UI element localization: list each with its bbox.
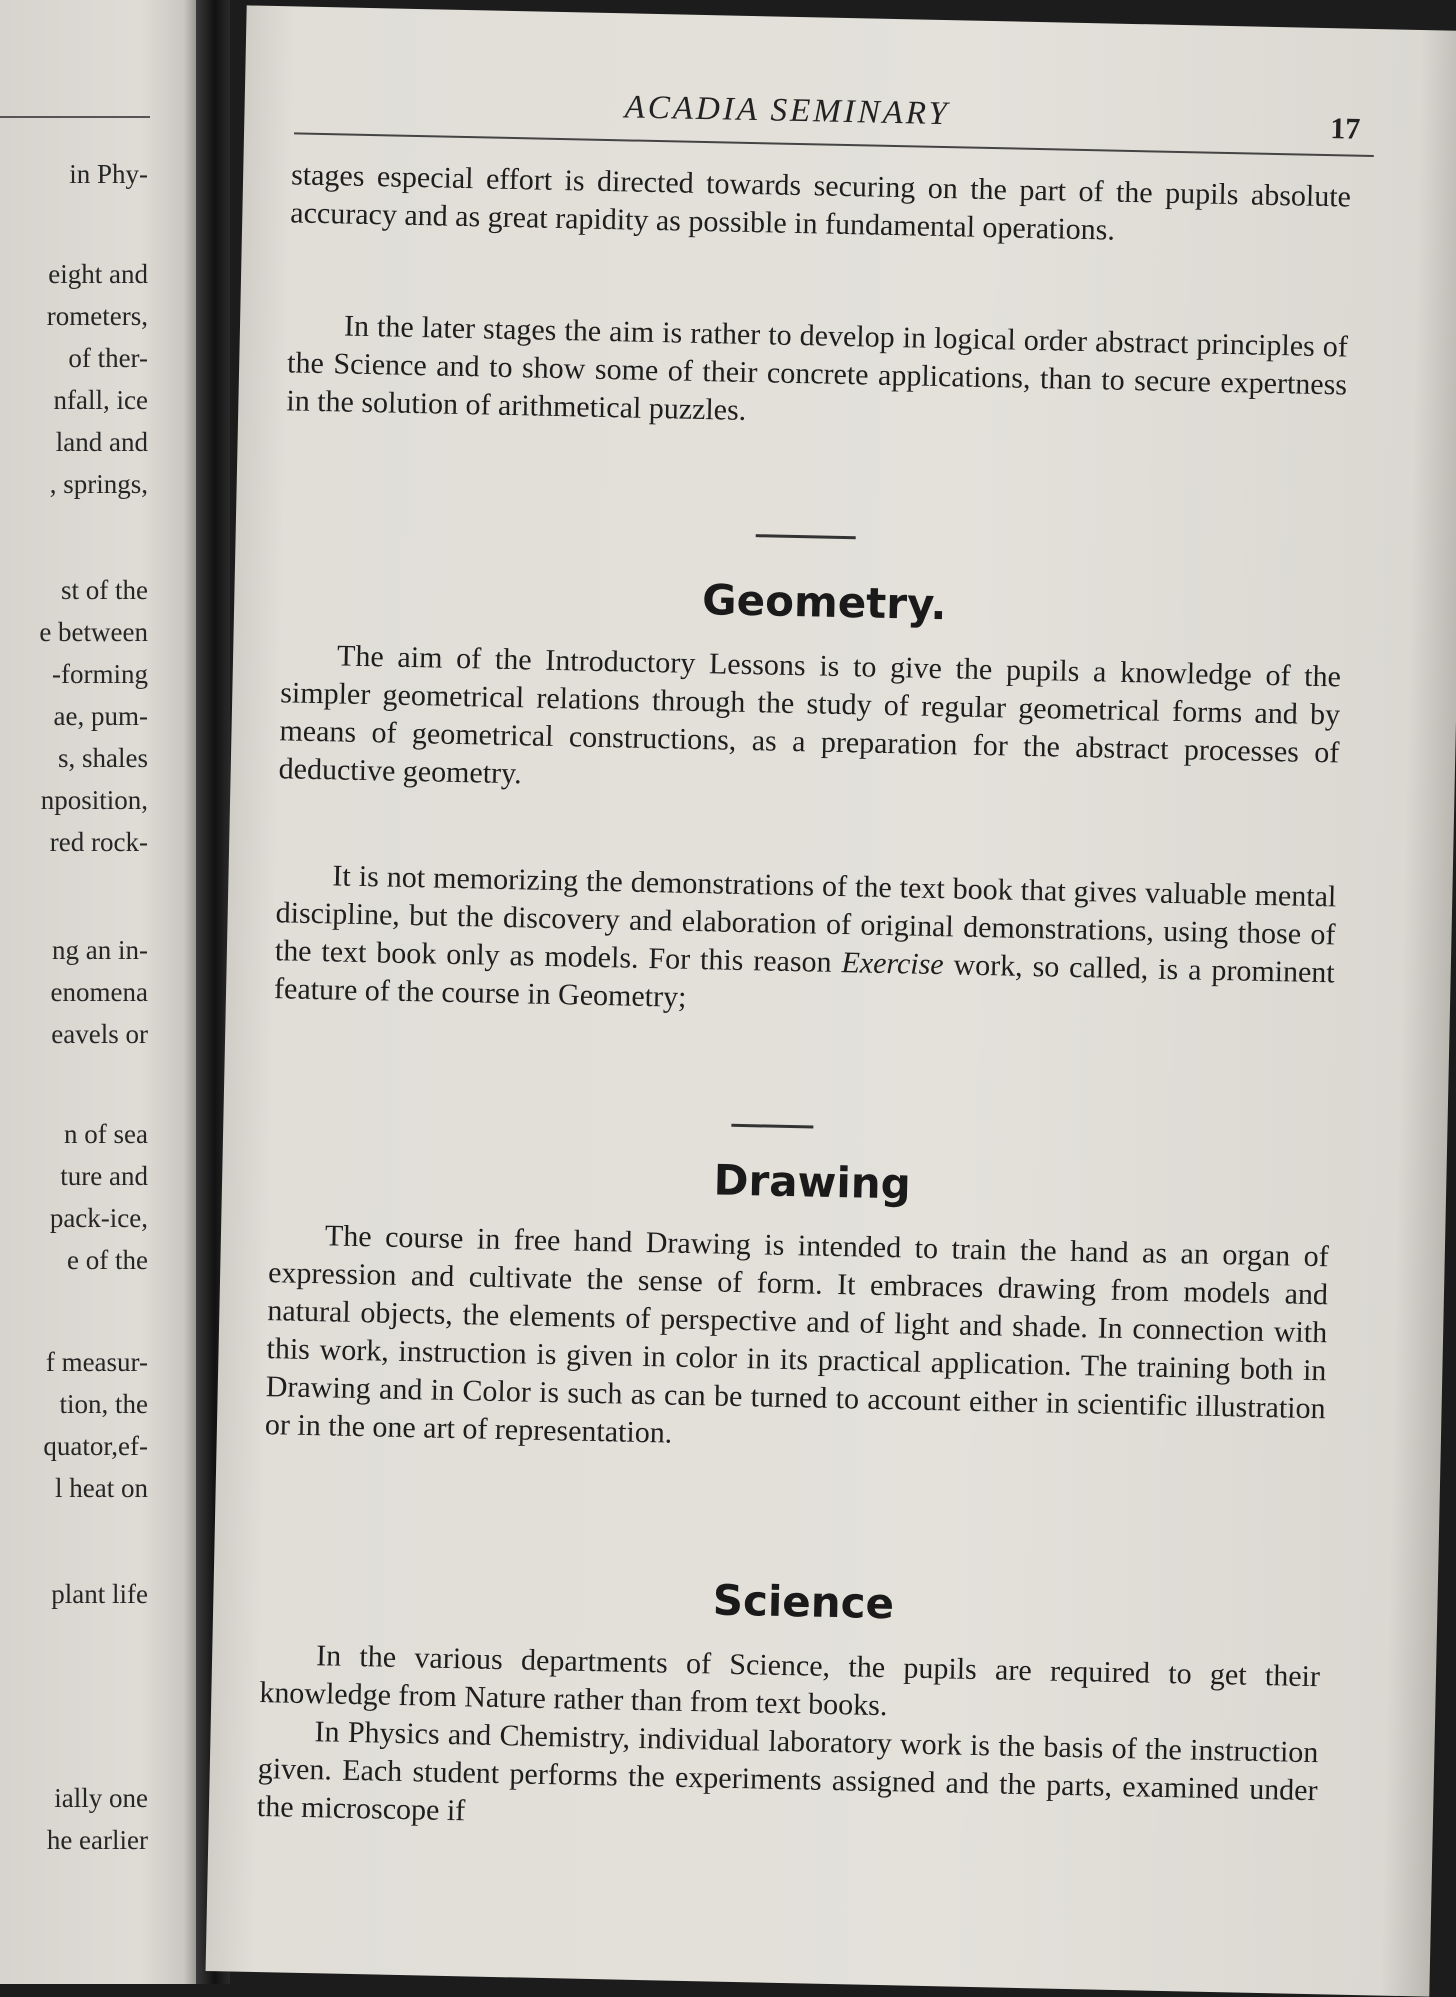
text-span: work, so called, is a prominent feature of the course in Geometry;: [273, 948, 1336, 1014]
facing-line: f measur-: [45, 1347, 148, 1377]
facing-line: ially one: [54, 1783, 148, 1813]
geometry-paragraph: The aim of the Introductory Lessons is to give the pupils a knowledge of the simpler geometrical relations through the study of regular geometrical forms and by means of geometrical constructions, as a preparation for the abstract processes of deductive geometry.: [278, 639, 1342, 791]
science-paragraph: In the various departments of Science, the pupils are required to get their knowledge from Nature rather than from text books.: [259, 1639, 1321, 1723]
page-number: 17: [1330, 112, 1361, 146]
section-heading-geometry: Geometry.: [701, 575, 948, 630]
facing-line: ae, pum-: [53, 701, 148, 731]
facing-page: [0, 0, 200, 1984]
facing-line: ng an in-: [52, 935, 148, 965]
facing-line: n of sea: [64, 1119, 148, 1149]
science-paragraph: In Physics and Chemistry, individual laboratory work is the basis of the instruction given. Each student performs the experiments assigned and the parts, examined under the microscope if: [256, 1715, 1319, 1828]
page: [206, 5, 1456, 1996]
facing-line: in Phy-: [69, 159, 148, 189]
facing-line: , springs,: [49, 469, 148, 499]
emphasis-text: Exercise: [841, 946, 945, 982]
running-head: ACADIA SEMINARY: [624, 89, 951, 133]
facing-line: st of the: [61, 575, 148, 605]
facing-line: tion, the: [59, 1389, 148, 1419]
facing-line: l heat on: [55, 1473, 148, 1503]
facing-line: red rock-: [49, 827, 148, 857]
facing-line: he earlier: [46, 1825, 148, 1855]
section-separator: [756, 534, 856, 539]
facing-line: nfall, ice: [53, 385, 148, 415]
facing-line: e between: [39, 617, 148, 647]
facing-line: eight and: [48, 259, 148, 289]
section-separator: [731, 1124, 813, 1129]
drawing-paragraph: The course in free hand Drawing is intended to train the hand as an organ of expression and cultivate the sense of form. It embraces drawing from models and natural objects, the elements of perspective and of light and shade. In connection with this work, instruction is given in color in its practical application. The training both in Drawing and in Color is such as can be turned to account either in scientific illustration or in the one art of representation.: [264, 1219, 1330, 1450]
header-rule: [294, 132, 1374, 157]
facing-line: e of the: [67, 1245, 148, 1275]
facing-line: eavels or: [51, 1019, 148, 1049]
facing-page-rule: [0, 116, 150, 118]
text-span: It is not memorizing the demonstrations of the text book that gives valuable mental discipline, but the discovery and elaboration of original demonstrations, using those of the text book only as models. For this reason: [274, 859, 1337, 980]
section-heading-science: Science: [712, 1575, 895, 1629]
facing-line: of ther-: [68, 343, 148, 373]
facing-line: -forming: [52, 659, 148, 689]
geometry-paragraph: [274, 856, 1337, 1030]
facing-line: plant life: [51, 1579, 148, 1609]
facing-line: quator,ef-: [43, 1431, 148, 1461]
arithmetic-paragraph: In the later stages the aim is rather to develop in logical order abstract principles of the Science and to show some of their concrete applications, than to secure expertness in the solution of arithmetical puzzles.: [286, 309, 1349, 427]
facing-line: enomena: [50, 977, 148, 1007]
facing-line: ture and: [60, 1161, 148, 1191]
facing-line: rometers,: [46, 301, 148, 331]
facing-line: nposition,: [40, 785, 148, 815]
arithmetic-paragraph: stages especial effort is directed towards securing on the part of the pupils absolute accuracy and as great rapidity as possible in fundamental operations.: [290, 158, 1352, 247]
facing-line: s, shales: [58, 743, 148, 773]
facing-line: pack-ice,: [49, 1203, 148, 1233]
section-heading-drawing: Drawing: [713, 1155, 912, 1209]
facing-line: land and: [55, 427, 148, 457]
